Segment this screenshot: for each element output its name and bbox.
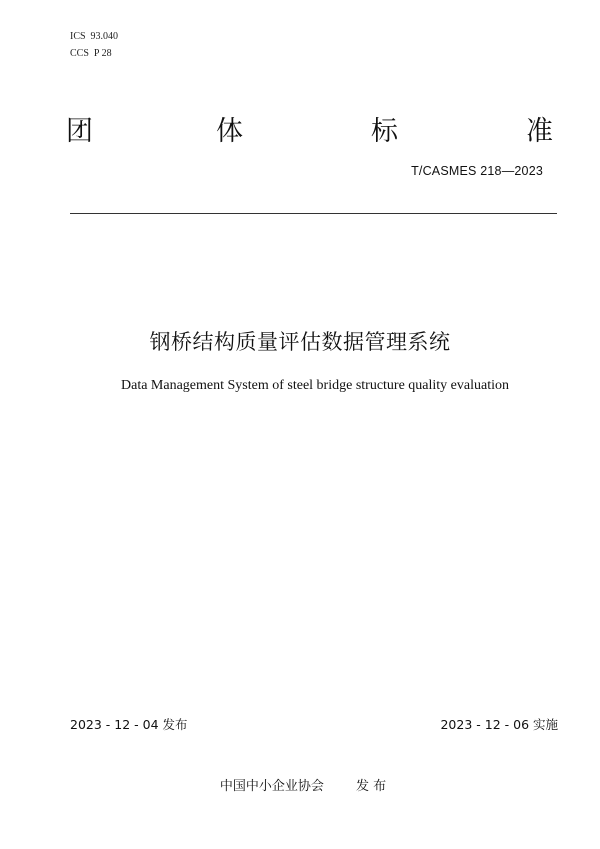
ccs-code: CCS P 28: [70, 48, 112, 59]
publisher-line: [0, 775, 600, 794]
standard-type-char: 标: [371, 116, 398, 147]
ics-code: ICS 93.040: [70, 31, 119, 42]
header-divider: [70, 213, 557, 214]
publisher-organization: 中国中小企业协会: [219, 779, 324, 794]
publisher-action: 发 布: [355, 779, 387, 794]
standard-type-char: 团: [66, 116, 93, 147]
document-title-english: Data Management System of steel bridge structure quality evaluation: [121, 378, 509, 393]
standard-type-char: 体: [216, 116, 243, 147]
implementation-date: 2023 - 12 - 06 实施: [440, 717, 558, 732]
document-title-chinese: 钢桥结构质量评估数据管理系统: [149, 330, 451, 354]
standard-type-char: 准: [526, 116, 553, 147]
issue-date: 2023 - 12 - 04 发布: [70, 717, 188, 732]
standard-type-heading: [66, 114, 556, 150]
classification-codes: [70, 28, 118, 62]
standard-number: T/CASMES 218—2023: [411, 164, 543, 178]
